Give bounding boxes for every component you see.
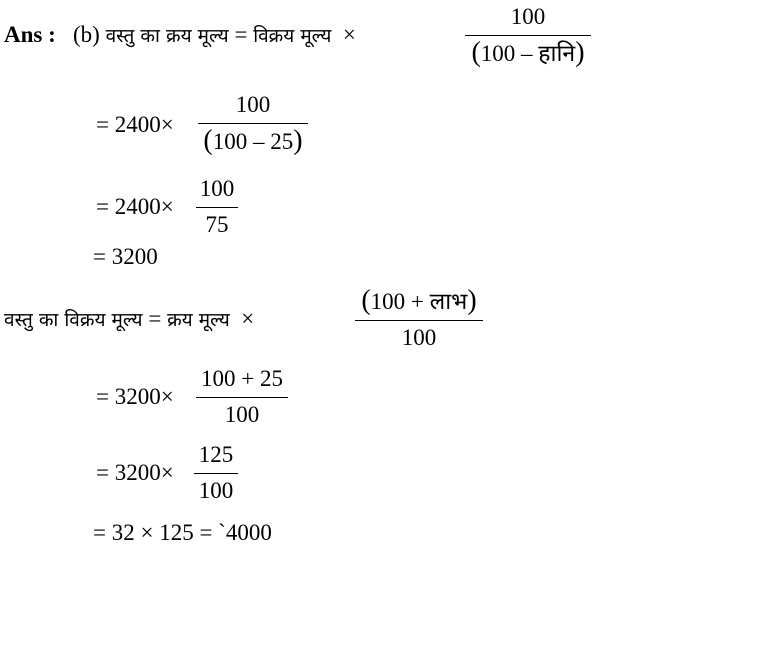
cost-price-label: क्रय मूल्य [167, 309, 230, 331]
fraction-denominator: 100 [224, 402, 260, 427]
fraction-numerator: (100 + लाभ) [361, 285, 477, 316]
selling-price-label: वस्तु का विक्रय मूल्य [4, 309, 143, 331]
fraction-numerator: 100 [235, 92, 271, 117]
fraction-line-6 [196, 366, 288, 428]
answer-line-5 [4, 306, 254, 333]
fraction-line-5 [355, 285, 483, 351]
fraction-bar [355, 320, 483, 321]
fraction-denominator: (100 – हानि) [471, 37, 585, 68]
fraction-line-3 [196, 176, 238, 238]
fraction-line-7 [194, 442, 238, 504]
equals-sign: = [148, 306, 162, 331]
times-sign: × [241, 306, 255, 331]
step-line-4 [93, 244, 158, 270]
fraction-bar [194, 473, 238, 474]
step-line-6 [96, 384, 174, 410]
times-sign: × [342, 22, 356, 47]
fraction-numerator: 100 [199, 176, 235, 201]
fraction-bar [196, 397, 288, 398]
step-line-8 [93, 520, 272, 546]
answer-line-1 [4, 22, 356, 49]
fraction-line-2 [198, 92, 308, 155]
fraction-numerator: 125 [198, 442, 234, 467]
option-label: (b) [73, 22, 100, 47]
step-result: = 3200 [93, 244, 158, 269]
step-lhs: = 3200× [96, 460, 174, 485]
fraction-denominator: 75 [205, 212, 229, 237]
fraction-bar [465, 35, 591, 36]
step-lhs: = 3200× [96, 384, 174, 409]
fraction-bar [198, 123, 308, 124]
step-lhs: = 2400× [96, 194, 174, 219]
equals-sign: = [234, 22, 248, 47]
fraction-numerator: 100 + 25 [201, 366, 283, 391]
fraction-bar [196, 207, 238, 208]
fraction-denominator: 100 [198, 478, 234, 503]
fraction-numerator: 100 [510, 4, 546, 29]
fraction-denominator: (100 – 25) [203, 125, 303, 156]
step-line-3 [96, 194, 174, 220]
fraction-denominator: 100 [401, 325, 437, 350]
step-line-2 [96, 112, 174, 138]
step-line-7 [96, 460, 174, 486]
cost-price-label: वस्तु का क्रय मूल्य [105, 25, 229, 47]
answer-label: Ans : [4, 22, 56, 47]
selling-price-label: विक्रय मूल्य [253, 25, 332, 47]
final-result: = 32 × 125 = `4000 [93, 520, 272, 545]
step-lhs: = 2400× [96, 112, 174, 137]
fraction-line-1 [465, 4, 591, 67]
